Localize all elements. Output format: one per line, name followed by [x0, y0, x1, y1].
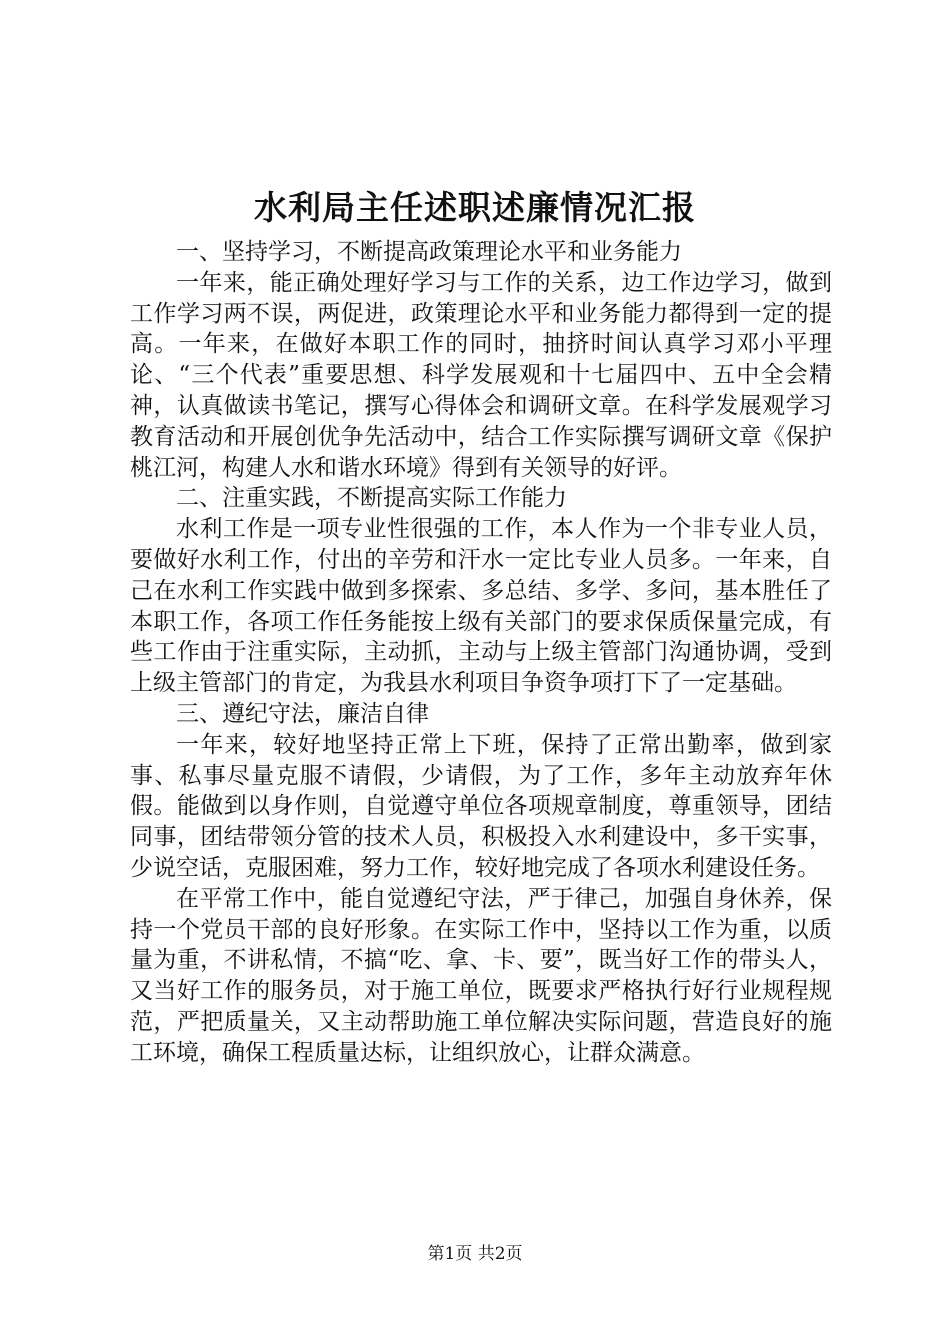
document-title: 水利局主任述职述廉情况汇报: [254, 188, 696, 227]
section-1-paragraph-1: 一年来，能正确处理好学习与工作的关系，边工作边学习，做到工作学习两不误，两促进，政策理论水平和业务能力都得到一定的提高。一年来，在做好本职工作的同时，抽挤时间认真学习邓小平理论、“三个代表”重要思想、科学发展观和十七届四中、五中全会精神，认真做读书笔记，撰写心得体会和调研文章。在科学发展观学习教育活动和开展创优争先活动中，结合工作实际撰写调研文章《保护桃江河，构建人水和谐水环境》得到有关领导的好评。: [130, 269, 832, 481]
section-2-paragraph-1: 水利工作是一项专业性很强的工作，本人作为一个非专业人员，要做好水利工作，付出的辛劳和汗水一定比专业人员多。一年来，自己在水利工作实践中做到多探索、多总结、多学、多问，基本胜任了本职工作，各项工作任务能按上级有关部门的要求保质保量完成，有些工作由于注重实际，主动抓，主动与上级主管部门沟通协调，受到上级主管部门的肯定，为我县水利项目争资争项打下了一定基础。: [130, 516, 832, 697]
page-footer: 第1页 共2页: [427, 1244, 523, 1264]
section-heading-1: 一、坚持学习，不断提高政策理论水平和业务能力: [176, 239, 682, 265]
section-3-paragraph-2: 在平常工作中，能自觉遵纪守法，严于律己，加强自身休养，保持一个党员干部的良好形象。在实际工作中，坚持以工作为重，以质量为重，不讲私情，不搞“吃、拿、卡、要”，既当好工作的带头人，又当好工作的服务员，对于施工单位，既要求严格执行好行业规程规范，严把质量关，又主动帮助施工单位解决实际问题，营造良好的施工环境，确保工程质量达标，让组织放心，让群众满意。: [130, 885, 832, 1066]
section-heading-3: 三、遵纪守法，廉洁自律: [176, 700, 429, 727]
document-body: [130, 237, 832, 1069]
section-heading-2: 二、注重实践，不断提高实际工作能力: [176, 485, 567, 512]
section-3-paragraph-1: 一年来，较好地坚持正常上下班，保持了正常出勤率，做到家事、私事尽量克服不请假，少请假，为了工作，多年主动放弃年休假。能做到以身作则，自觉遵守单位各项规章制度，尊重领导，团结同事，团结带领分管的技术人员，积极投入水利建设中，多干实事，少说空话，克服困难，努力工作，较好地完成了各项水利建设任务。: [130, 731, 832, 881]
